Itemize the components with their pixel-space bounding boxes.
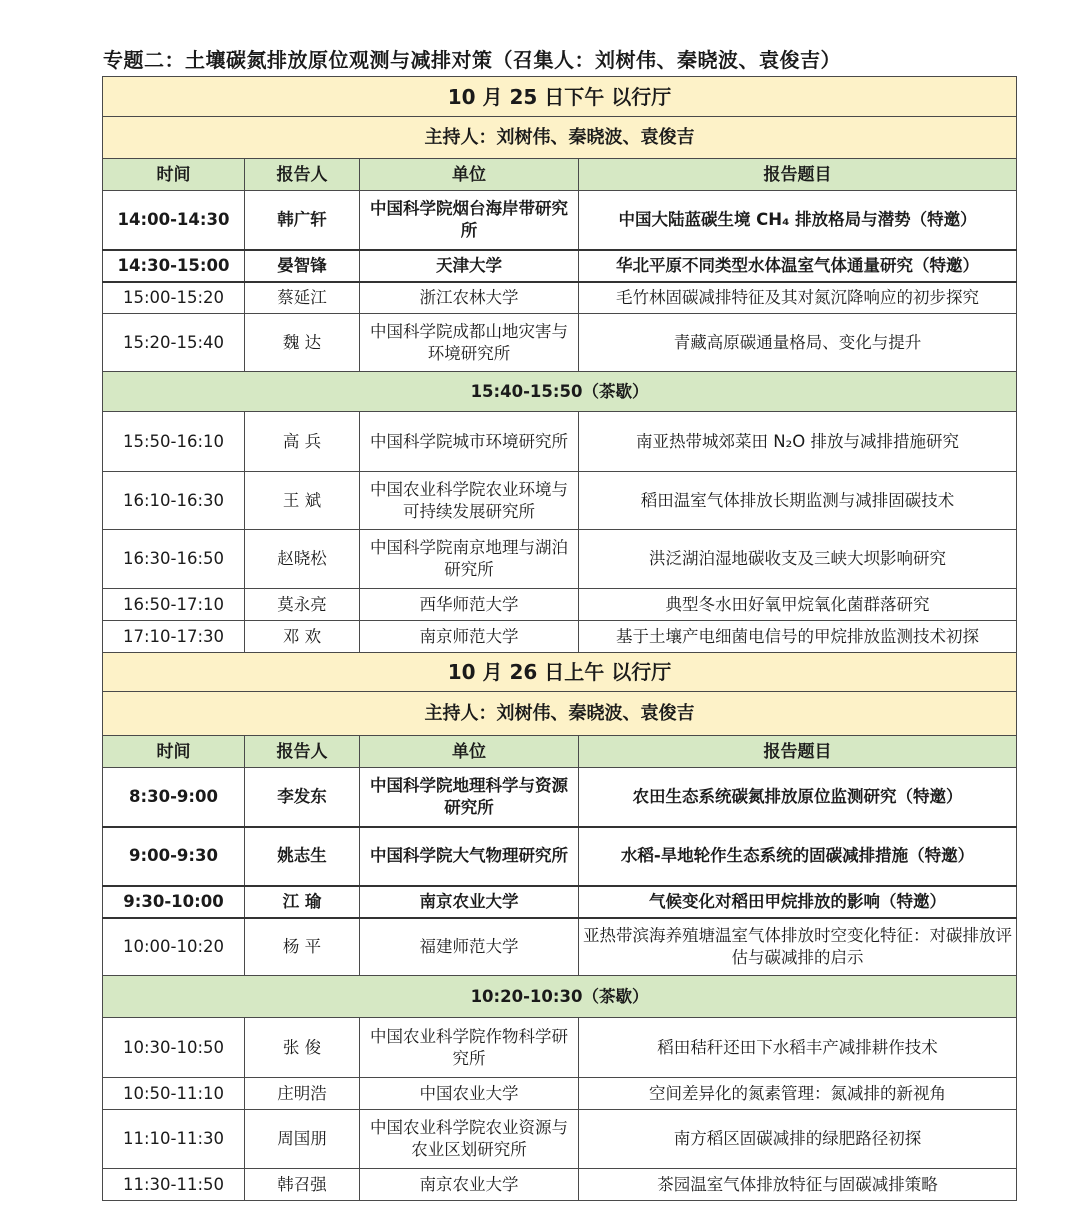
column-header-topic: 报告题目 xyxy=(579,159,1017,191)
break-label: 10:20-10:30（茶歇） xyxy=(103,976,1017,1018)
table-row xyxy=(103,530,1017,589)
column-header-time: 时间 xyxy=(103,159,245,191)
table-row xyxy=(103,1018,1017,1078)
org-cell: 南京农业大学 xyxy=(360,886,579,918)
org-cell: 中国农业大学 xyxy=(360,1078,579,1110)
host-row xyxy=(103,692,1017,736)
org-cell: 南京农业大学 xyxy=(360,1169,579,1201)
day-label: 10 月 25 日下午 以行厅 xyxy=(103,77,1017,117)
table-row xyxy=(103,412,1017,472)
table-row xyxy=(103,250,1017,282)
speaker-cell: 李发东 xyxy=(245,768,360,827)
speaker-cell: 杨 平 xyxy=(245,918,360,976)
time-cell: 16:30-16:50 xyxy=(103,530,245,589)
topic-cell: 亚热带滨海养殖塘温室气体排放时空变化特征：对碳排放评估与碳减排的启示 xyxy=(579,918,1017,976)
org-cell: 西华师范大学 xyxy=(360,589,579,621)
topic-cell: 基于土壤产电细菌电信号的甲烷排放监测技术初探 xyxy=(579,621,1017,653)
topic-cell: 稻田秸秆还田下水稻丰产减排耕作技术 xyxy=(579,1018,1017,1078)
column-header-speaker: 报告人 xyxy=(245,159,360,191)
schedule-table xyxy=(102,76,1017,1201)
time-cell: 15:50-16:10 xyxy=(103,412,245,472)
topic-cell: 洪泛湖泊湿地碳收支及三峡大坝影响研究 xyxy=(579,530,1017,589)
org-cell: 福建师范大学 xyxy=(360,918,579,976)
org-cell: 中国农业科学院作物科学研究所 xyxy=(360,1018,579,1078)
topic-cell: 农田生态系统碳氮排放原位监测研究（特邀） xyxy=(579,768,1017,827)
table-row xyxy=(103,886,1017,918)
time-cell: 11:10-11:30 xyxy=(103,1110,245,1169)
speaker-cell: 魏 达 xyxy=(245,314,360,372)
topic-cell: 水稻-旱地轮作生态系统的固碳减排措施（特邀） xyxy=(579,827,1017,886)
column-header-row xyxy=(103,736,1017,768)
table-row xyxy=(103,314,1017,372)
time-cell: 14:00-14:30 xyxy=(103,191,245,250)
table-row xyxy=(103,1169,1017,1201)
speaker-cell: 周国朋 xyxy=(245,1110,360,1169)
speaker-cell: 韩广轩 xyxy=(245,191,360,250)
time-cell: 8:30-9:00 xyxy=(103,768,245,827)
day-header-row xyxy=(103,77,1017,117)
speaker-cell: 江 瑜 xyxy=(245,886,360,918)
break-row xyxy=(103,976,1017,1018)
speaker-cell: 晏智锋 xyxy=(245,250,360,282)
table-row xyxy=(103,472,1017,530)
speaker-cell: 庄明浩 xyxy=(245,1078,360,1110)
host-label: 主持人：刘树伟、秦晓波、袁俊吉 xyxy=(103,117,1017,159)
host-row xyxy=(103,117,1017,159)
org-cell: 南京师范大学 xyxy=(360,621,579,653)
break-label: 15:40-15:50（茶歇） xyxy=(103,372,1017,412)
org-cell: 中国科学院大气物理研究所 xyxy=(360,827,579,886)
speaker-cell: 高 兵 xyxy=(245,412,360,472)
time-cell: 15:00-15:20 xyxy=(103,282,245,314)
speaker-cell: 张 俊 xyxy=(245,1018,360,1078)
topic-cell: 茶园温室气体排放特征与固碳减排策略 xyxy=(579,1169,1017,1201)
topic-cell: 华北平原不同类型水体温室气体通量研究（特邀） xyxy=(579,250,1017,282)
table-row xyxy=(103,282,1017,314)
org-cell: 中国农业科学院农业资源与农业区划研究所 xyxy=(360,1110,579,1169)
org-cell: 中国科学院南京地理与湖泊研究所 xyxy=(360,530,579,589)
topic-cell: 南方稻区固碳减排的绿肥路径初探 xyxy=(579,1110,1017,1169)
column-header-row xyxy=(103,159,1017,191)
org-cell: 中国科学院成都山地灾害与环境研究所 xyxy=(360,314,579,372)
speaker-cell: 王 斌 xyxy=(245,472,360,530)
column-header-time: 时间 xyxy=(103,736,245,768)
table-row xyxy=(103,1110,1017,1169)
time-cell: 11:30-11:50 xyxy=(103,1169,245,1201)
host-label: 主持人：刘树伟、秦晓波、袁俊吉 xyxy=(103,692,1017,736)
column-header-org: 单位 xyxy=(360,159,579,191)
time-cell: 17:10-17:30 xyxy=(103,621,245,653)
document-title: 专题二：土壤碳氮排放原位观测与减排对策（召集人：刘树伟、秦晓波、袁俊吉） xyxy=(103,48,841,72)
topic-cell: 气候变化对稻田甲烷排放的影响（特邀） xyxy=(579,886,1017,918)
speaker-cell: 邓 欢 xyxy=(245,621,360,653)
org-cell: 浙江农林大学 xyxy=(360,282,579,314)
org-cell: 中国科学院地理科学与资源研究所 xyxy=(360,768,579,827)
table-row xyxy=(103,191,1017,250)
speaker-cell: 蔡延江 xyxy=(245,282,360,314)
day-header-row xyxy=(103,653,1017,692)
time-cell: 16:50-17:10 xyxy=(103,589,245,621)
table-row xyxy=(103,1078,1017,1110)
table-row xyxy=(103,918,1017,976)
table-row xyxy=(103,589,1017,621)
topic-cell: 空间差异化的氮素管理：氮减排的新视角 xyxy=(579,1078,1017,1110)
column-header-speaker: 报告人 xyxy=(245,736,360,768)
speaker-cell: 姚志生 xyxy=(245,827,360,886)
table-row xyxy=(103,768,1017,827)
speaker-cell: 莫永亮 xyxy=(245,589,360,621)
time-cell: 10:00-10:20 xyxy=(103,918,245,976)
topic-cell: 南亚热带城郊菜田 N₂O 排放与减排措施研究 xyxy=(579,412,1017,472)
speaker-cell: 赵晓松 xyxy=(245,530,360,589)
column-header-org: 单位 xyxy=(360,736,579,768)
break-row xyxy=(103,372,1017,412)
time-cell: 16:10-16:30 xyxy=(103,472,245,530)
table-row xyxy=(103,827,1017,886)
topic-cell: 毛竹林固碳减排特征及其对氮沉降响应的初步探究 xyxy=(579,282,1017,314)
time-cell: 9:00-9:30 xyxy=(103,827,245,886)
speaker-cell: 韩召强 xyxy=(245,1169,360,1201)
table-row xyxy=(103,621,1017,653)
column-header-topic: 报告题目 xyxy=(579,736,1017,768)
org-cell: 中国科学院城市环境研究所 xyxy=(360,412,579,472)
topic-cell: 典型冬水田好氧甲烷氧化菌群落研究 xyxy=(579,589,1017,621)
time-cell: 10:30-10:50 xyxy=(103,1018,245,1078)
day-label: 10 月 26 日上午 以行厅 xyxy=(103,653,1017,692)
topic-cell: 稻田温室气体排放长期监测与减排固碳技术 xyxy=(579,472,1017,530)
time-cell: 15:20-15:40 xyxy=(103,314,245,372)
org-cell: 天津大学 xyxy=(360,250,579,282)
topic-cell: 中国大陆蓝碳生境 CH₄ 排放格局与潜势（特邀） xyxy=(579,191,1017,250)
topic-cell: 青藏高原碳通量格局、变化与提升 xyxy=(579,314,1017,372)
time-cell: 14:30-15:00 xyxy=(103,250,245,282)
org-cell: 中国农业科学院农业环境与可持续发展研究所 xyxy=(360,472,579,530)
org-cell: 中国科学院烟台海岸带研究所 xyxy=(360,191,579,250)
time-cell: 9:30-10:00 xyxy=(103,886,245,918)
time-cell: 10:50-11:10 xyxy=(103,1078,245,1110)
